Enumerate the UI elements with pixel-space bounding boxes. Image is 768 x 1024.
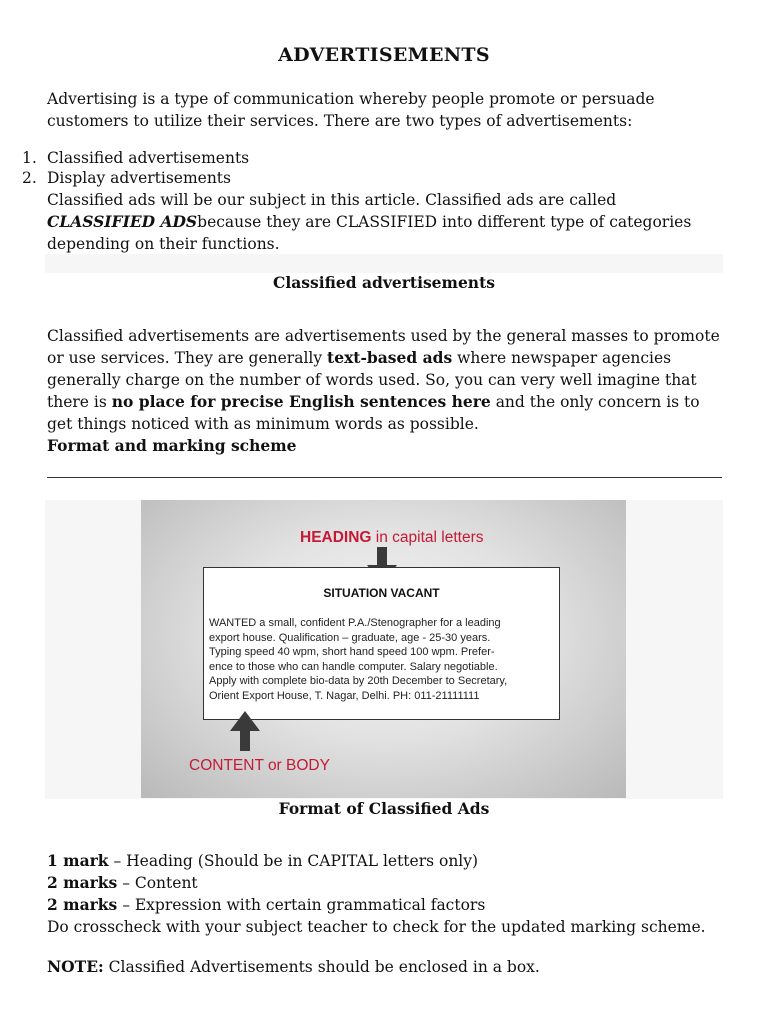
classified-text: and the only concern is to get things noticed with as minimum words as possible. bbox=[47, 393, 700, 433]
mark-value: 2 marks bbox=[47, 895, 118, 914]
mark-text: – Expression with certain grammatical factors bbox=[117, 896, 486, 914]
classified-text: Classified advertisements are advertisements used by the general masses to promote or use services. They are generally bbox=[47, 327, 720, 367]
marking-scheme bbox=[47, 850, 727, 938]
subject-text-rest: because they are CLASSIFIED into different type of categories depending on their functions. bbox=[47, 213, 692, 253]
mark-item bbox=[47, 872, 727, 894]
figure-heading-label bbox=[300, 529, 483, 547]
divider bbox=[47, 477, 722, 478]
classified-bold: text-based ads bbox=[327, 348, 453, 367]
note-text: Classified Advertisements should be enclosed in a box. bbox=[103, 958, 540, 976]
mark-value: 2 marks bbox=[47, 873, 118, 892]
ad-title: SITUATION VACANT bbox=[323, 586, 440, 600]
mark-text: – Heading (Should be in CAPITAL letters only) bbox=[108, 852, 479, 870]
arrow-up-icon bbox=[230, 711, 260, 751]
mark-item bbox=[47, 894, 727, 916]
intro-paragraph: Advertising is a type of communication whereby people promote or persuade customers to utilize their services. There are two types of advertisements: bbox=[47, 90, 655, 130]
ad-line: WANTED a small, confident P.A./Stenographer for a leading bbox=[209, 617, 501, 629]
page-title: ADVERTISEMENTS bbox=[278, 44, 490, 66]
figure-caption: Format of Classified Ads bbox=[278, 799, 490, 818]
subject-paragraph bbox=[47, 189, 727, 255]
subject-text: Classified ads will be our subject in this article. Classified ads are called bbox=[47, 191, 617, 209]
list-number: 1. bbox=[22, 149, 37, 167]
crosscheck-text: Do crosscheck with your subject teacher to check for the updated marking scheme. bbox=[47, 918, 706, 936]
ad-line: ence to those who can handle computer. Salary negotiable. bbox=[209, 660, 498, 673]
list-number: 2. bbox=[22, 169, 37, 187]
list-item-label: Display advertisements bbox=[47, 169, 231, 187]
mark-item bbox=[47, 850, 727, 872]
shaded-band bbox=[45, 254, 723, 273]
figure-content-label: CONTENT or BODY bbox=[189, 757, 330, 774]
format-heading: Format and marking scheme bbox=[47, 436, 297, 455]
subject-emphasis: CLASSIFIED ADS bbox=[47, 212, 198, 231]
ad-line: export house. Qualification – graduate, age - 25-30 years. bbox=[209, 631, 491, 644]
mark-text: – Content bbox=[117, 874, 198, 892]
classified-paragraph bbox=[47, 325, 727, 435]
ad-line: Typing speed 40 wpm, short hand speed 100 wpm. Prefer- bbox=[209, 646, 495, 658]
ad-types-list bbox=[22, 148, 722, 188]
ad-body bbox=[209, 616, 555, 703]
note bbox=[47, 956, 727, 978]
ad-line: Orient Export House, T. Nagar, Delhi. PH: 011-21111111 bbox=[209, 689, 480, 702]
format-figure bbox=[141, 500, 626, 798]
figure-heading-bold: HEADING bbox=[300, 529, 372, 546]
classified-bold: no place for precise English sentences here bbox=[111, 392, 491, 411]
ad-line: Apply with complete bio-data by 20th December to Secretary, bbox=[209, 675, 508, 687]
list-item bbox=[22, 148, 722, 168]
list-item bbox=[22, 168, 722, 188]
ad-example-box bbox=[203, 567, 560, 720]
note-label: NOTE: bbox=[47, 957, 104, 976]
figure-heading-rest: in capital letters bbox=[371, 529, 484, 546]
classified-text: where newspaper agencies generally charge on the number of words used. So, you can very well imagine that there is bbox=[47, 349, 697, 411]
mark-value: 1 mark bbox=[47, 851, 109, 870]
list-item-label: Classified advertisements bbox=[47, 149, 250, 167]
section-heading: Classified advertisements bbox=[273, 273, 495, 292]
